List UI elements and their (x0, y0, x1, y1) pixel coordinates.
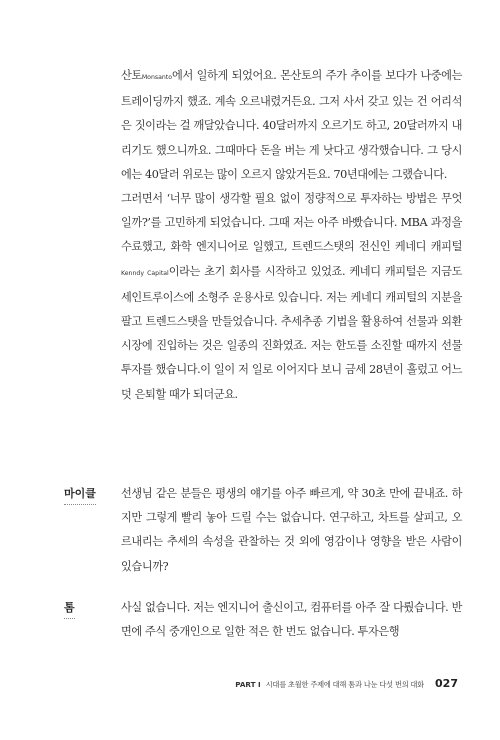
paragraph-2 (121, 187, 462, 407)
speaker-label-tom: 톰 (64, 596, 75, 620)
paragraph-1 (121, 64, 462, 187)
paragraph-1-start: 산토 (121, 69, 142, 82)
page-number: 027 (435, 677, 458, 690)
paragraph-2-rest: 이라는 초기 회사를 시작하고 있었죠. 케네디 캐피털은 지금도 세인트루이스에 소형주 운용사로 있습니다. 저는 케네디 캐피털의 지분을 팔고 트렌드스탯을 만들었습니다. 추세추종 기법을 활용하여 선물과 외환시장에 진입하는 것은 일종의 진화였죠. 저는 한도를 소진할 때까지 선물 투자를 했습니다.이 일이 저 일로 이어지다 보니 금세 28년이 흘렀고 어느덧 은퇴할 때가 되더군요. (121, 264, 462, 401)
annotation-monsanto: Monsanto (141, 74, 173, 81)
dialogue-text-michael: 선생님 같은 분들은 평생의 얘기를 아주 빠르게, 약 30초 만에 끝내죠. 하지만 그렇게 빨리 놓아 드릴 수는 없습니다. 연구하고, 차트를 살피고, 오르내리는 추세의 속성을 관찰하는 것 외에 영감이나 영향을 받은 사람이 있습니까? (121, 487, 462, 573)
page-footer (235, 677, 458, 690)
paragraph-2-start: 그러면서 ‘너무 많이 생각할 필요 없이 정량적으로 투자하는 방법은 무엇일까?’를 고민하게 되었습니다. 그때 저는 아주 바빴습니다. MBA 과정을 수료했고, 화학 엔지니어로 일했고, 트렌드스탯의 전신인 케네디 캐피털 (121, 192, 462, 254)
annotation-kennedy-capital: Kenndy Capital (121, 269, 169, 277)
narrative-text (121, 64, 462, 407)
footer-part-label: PART I (235, 680, 261, 689)
paragraph-1-rest: 에서 일하게 되었어요. 몬산토의 주가 추이를 보다가 나중에는 트레이딩까지 했죠. 계속 오르내렸거든요. 그저 사서 갖고 있는 건 어리석은 짓이라는 걸 깨달았습니다. 40달러까지 오르기도 하고, 20달러까지 내리기도 했으니까요. 그때마다 돈을 버는 게 낫다고 생각했습니다. 그 당시에는 40달러 위로는 많이 오르지 않았거든요. 70년대에는 그랬습니다. (121, 69, 462, 181)
footer-chapter-title: 시대를 초월한 주제에 대해 톰과 나눈 다섯 번의 대화 (265, 680, 425, 689)
dialogue-text-tom: 사실 없습니다. 저는 엔지니어 출신이고, 컴퓨터를 아주 잘 다뤘습니다. 반면에 주식 중개인으로 일한 적은 한 번도 없습니다. 투자은행 (121, 601, 462, 639)
speaker-label-michael: 마이클 (64, 482, 96, 506)
